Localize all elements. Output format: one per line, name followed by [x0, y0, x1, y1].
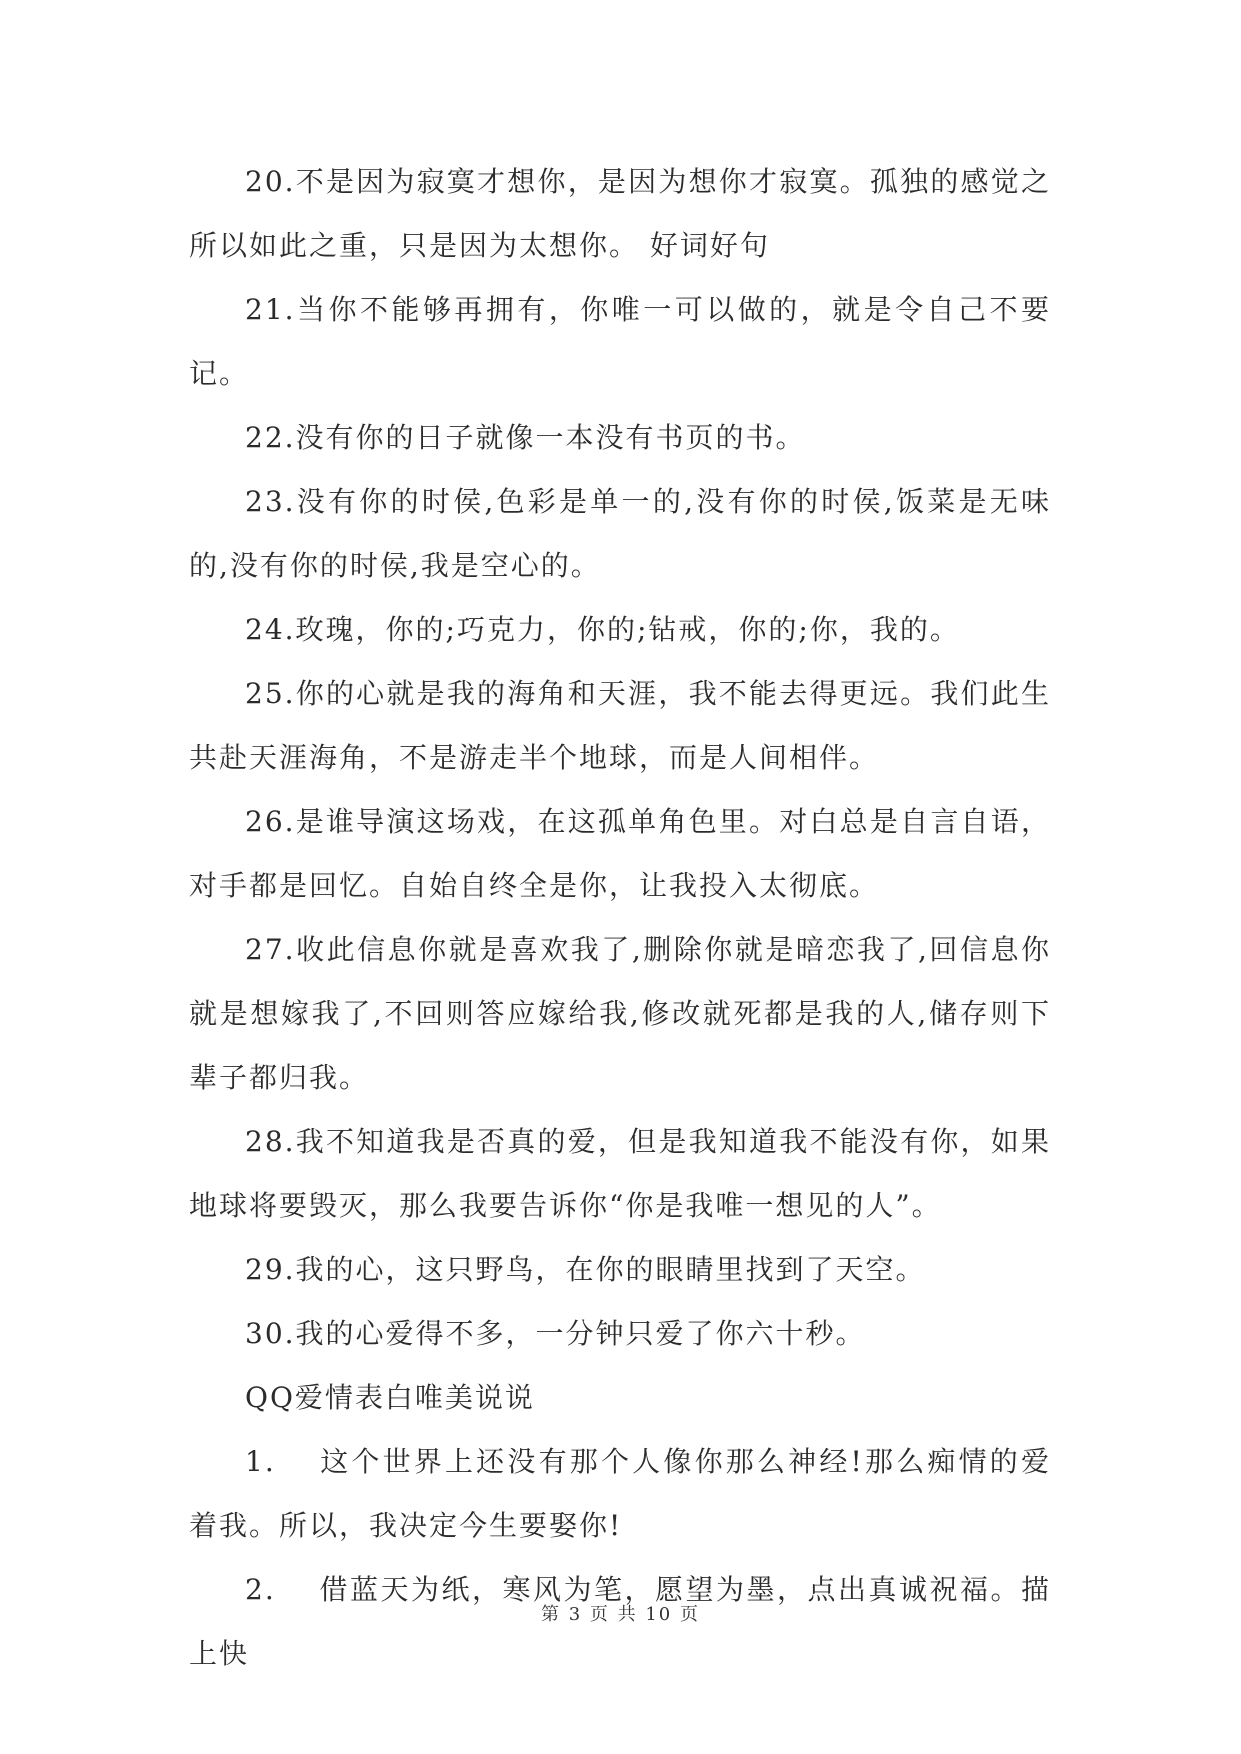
paragraph-29: 29.我的心，这只野鸟，在你的眼睛里找到了天空。 [245, 1253, 926, 1286]
paragraph-30: 30.我的心爱得不多，一分钟只爱了你六十秒。 [245, 1317, 866, 1350]
list-item-number: 1. [245, 1445, 276, 1478]
list-item-text: 这个世界上还没有那个人像你那么神经!那么痴情的爱着我。所以，我决定今生要娶你! [189, 1445, 1051, 1542]
section-title: QQ爱情表白唯美说说 [245, 1381, 535, 1414]
paragraph-28: 28.我不知道我是否真的爱，但是我知道我不能没有你，如果地球将要毁灭，那么我要告诉你“你是我唯一想见的人”。 [189, 1125, 1051, 1222]
page-content [189, 150, 1051, 1686]
paragraph-22: 22.没有你的日子就像一本没有书页的书。 [245, 421, 806, 454]
list-item-text: 借蓝天为纸，寒风为笔，愿望为墨，点出真诚祝福。描上快 [189, 1573, 1051, 1670]
paragraph-21: 21.当你不能够再拥有，你唯一可以做的，就是令自己不要记。 [189, 293, 1051, 390]
paragraph-23: 23.没有你的时侯,色彩是单一的,没有你的时侯,饭菜是无味的,没有你的时侯,我是空心的。 [189, 485, 1051, 582]
paragraph-26: 26.是谁导演这场戏，在这孤单角色里。对白总是自言自语，对手都是回忆。自始自终全是你，让我投入太彻底。 [189, 805, 1051, 902]
paragraph-27: 27.收此信息你就是喜欢我了,删除你就是暗恋我了,回信息你就是想嫁我了,不回则答应嫁给我,修改就死都是我的人,储存则下辈子都归我。 [189, 933, 1051, 1094]
paragraph-24: 24.玫瑰，你的;巧克力，你的;钻戒，你的;你，我的。 [245, 613, 960, 646]
paragraph-20: 20.不是因为寂寞才想你，是因为想你才寂寞。孤独的感觉之所以如此之重，只是因为太想你。 好词好句 [189, 165, 1051, 262]
list-item [189, 1430, 1051, 1558]
paragraph-25: 25.你的心就是我的海角和天涯，我不能去得更远。我们此生共赴天涯海角，不是游走半个地球，而是人间相伴。 [189, 677, 1051, 774]
page-footer: 第 3 页 共 10 页 [541, 1604, 700, 1625]
list-item-number: 2. [245, 1573, 276, 1606]
